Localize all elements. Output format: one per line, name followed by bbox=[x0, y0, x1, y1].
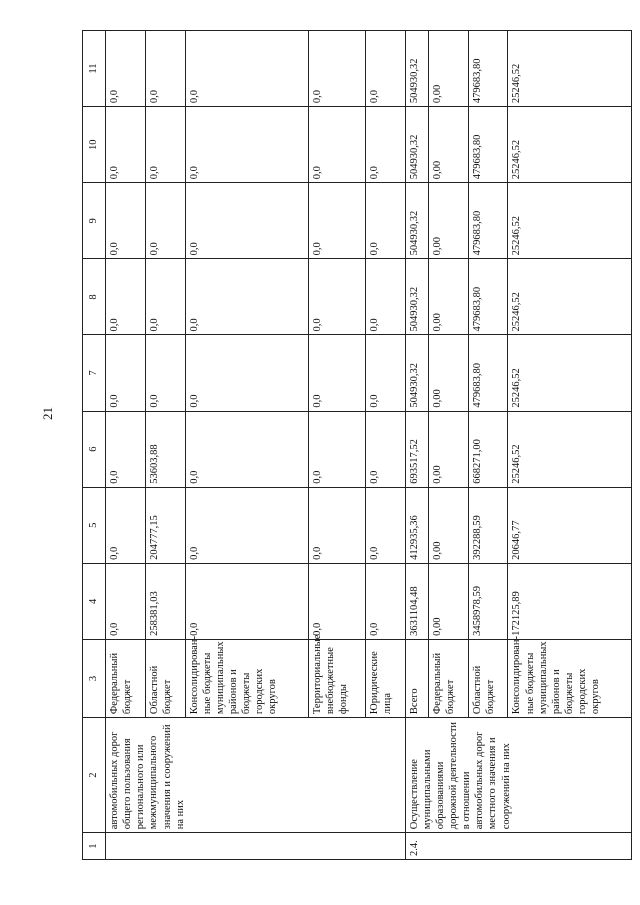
header-cell: 4 bbox=[83, 563, 106, 639]
value-cell: 504930,32 bbox=[405, 31, 428, 107]
value-cell: 0,00 bbox=[428, 411, 468, 487]
value-cell: 0,0 bbox=[185, 411, 309, 487]
value-cell: 25246,52 bbox=[508, 183, 632, 259]
page-number: 21 bbox=[40, 407, 55, 420]
value-cell: 479683,80 bbox=[468, 335, 508, 411]
value-cell: 3458978,59 bbox=[468, 563, 508, 639]
funding-source: Территориальные внебюджетные фонды bbox=[309, 639, 366, 717]
value-cell: 0,00 bbox=[428, 259, 468, 335]
budget-table bbox=[82, 30, 632, 860]
item-description: Осуществление муниципальными образованиями дорожной деятельности в отношении автомобильных дорог местного значения и сооружений на них bbox=[405, 718, 631, 833]
value-cell: 0,0 bbox=[365, 563, 405, 639]
value-cell: 25246,52 bbox=[508, 107, 632, 183]
value-cell: 0,0 bbox=[106, 335, 146, 411]
value-cell: 0,0 bbox=[365, 31, 405, 107]
value-cell: 0,0 bbox=[106, 563, 146, 639]
value-cell: 0,0 bbox=[365, 487, 405, 563]
value-cell: 0,0 bbox=[309, 563, 366, 639]
value-cell: 0,0 bbox=[309, 335, 366, 411]
value-cell: 0,0 bbox=[365, 411, 405, 487]
value-cell: 479683,80 bbox=[468, 259, 508, 335]
value-cell: 479683,80 bbox=[468, 107, 508, 183]
value-cell: 392288,59 bbox=[468, 487, 508, 563]
value-cell: 0,0 bbox=[309, 259, 366, 335]
header-cell: 10 bbox=[83, 107, 106, 183]
header-cell: 2 bbox=[83, 718, 106, 833]
header-cell: 9 bbox=[83, 183, 106, 259]
funding-source: Федеральный бюджет bbox=[106, 639, 146, 717]
value-cell: 0,0 bbox=[145, 31, 185, 107]
value-cell: 0,0 bbox=[309, 183, 366, 259]
value-cell: 0,00 bbox=[428, 487, 468, 563]
value-cell: 0,0 bbox=[185, 259, 309, 335]
value-cell: 0,0 bbox=[185, 563, 309, 639]
value-cell: 0,0 bbox=[365, 107, 405, 183]
value-cell: 0,0 bbox=[185, 183, 309, 259]
value-cell: 0,0 bbox=[309, 31, 366, 107]
header-cell: 6 bbox=[83, 411, 106, 487]
item-number: 2.4. bbox=[405, 833, 631, 860]
value-cell: 0,0 bbox=[185, 107, 309, 183]
value-cell: 504930,32 bbox=[405, 107, 428, 183]
funding-source: Областной бюджет bbox=[145, 639, 185, 717]
table-row bbox=[106, 31, 146, 860]
value-cell: 258381,03 bbox=[145, 563, 185, 639]
value-cell: 668271,00 bbox=[468, 411, 508, 487]
value-cell: 204777,15 bbox=[145, 487, 185, 563]
value-cell: 172125,89 bbox=[508, 563, 632, 639]
value-cell: 0,0 bbox=[185, 335, 309, 411]
value-cell: 0,0 bbox=[185, 31, 309, 107]
value-cell: 0,00 bbox=[428, 107, 468, 183]
header-row bbox=[83, 31, 106, 860]
table-row bbox=[405, 31, 428, 860]
funding-source: Областной бюджет bbox=[468, 639, 508, 717]
value-cell: 504930,32 bbox=[405, 259, 428, 335]
header-cell: 3 bbox=[83, 639, 106, 717]
value-cell: 0,0 bbox=[106, 487, 146, 563]
value-cell: 25246,52 bbox=[508, 335, 632, 411]
value-cell: 504930,32 bbox=[405, 183, 428, 259]
value-cell: 0,0 bbox=[106, 183, 146, 259]
value-cell: 3631104,48 bbox=[405, 563, 428, 639]
value-cell: 479683,80 bbox=[468, 31, 508, 107]
value-cell: 412935,36 bbox=[405, 487, 428, 563]
value-cell: 0,0 bbox=[106, 259, 146, 335]
value-cell: 693517,52 bbox=[405, 411, 428, 487]
funding-source: Консолидирован-ные бюджеты муниципальных районов и бюджеты городских округов bbox=[185, 639, 309, 717]
value-cell: 504930,32 bbox=[405, 335, 428, 411]
value-cell: 0,0 bbox=[145, 335, 185, 411]
item-number bbox=[106, 833, 406, 860]
value-cell: 0,0 bbox=[106, 411, 146, 487]
value-cell: 0,0 bbox=[185, 487, 309, 563]
rotated-table-wrapper bbox=[82, 30, 632, 860]
header-cell: 11 bbox=[83, 31, 106, 107]
header-cell: 7 bbox=[83, 335, 106, 411]
value-cell: 0,0 bbox=[106, 31, 146, 107]
funding-source: Всего bbox=[405, 639, 428, 717]
value-cell: 0,0 bbox=[365, 335, 405, 411]
value-cell: 20646,77 bbox=[508, 487, 632, 563]
value-cell: 0,0 bbox=[106, 107, 146, 183]
value-cell: 0,00 bbox=[428, 31, 468, 107]
value-cell: 0,0 bbox=[145, 107, 185, 183]
value-cell: 25246,52 bbox=[508, 259, 632, 335]
header-cell: 1 bbox=[83, 833, 106, 860]
value-cell: 479683,80 bbox=[468, 183, 508, 259]
value-cell: 25246,52 bbox=[508, 31, 632, 107]
value-cell: 0,00 bbox=[428, 183, 468, 259]
value-cell: 0,0 bbox=[365, 259, 405, 335]
funding-source: Федеральный бюджет bbox=[428, 639, 468, 717]
item-description: автомобильных дорог общего пользования регионального или межмуниципального значения и сооружений на них bbox=[106, 718, 406, 833]
funding-source: Юридические лица bbox=[365, 639, 405, 717]
header-cell: 5 bbox=[83, 487, 106, 563]
value-cell: 0,00 bbox=[428, 335, 468, 411]
value-cell: 0,0 bbox=[309, 487, 366, 563]
value-cell: 0,00 bbox=[428, 563, 468, 639]
value-cell: 0,0 bbox=[145, 183, 185, 259]
value-cell: 25246,52 bbox=[508, 411, 632, 487]
funding-source: Консолидирован-ные бюджеты муниципальных районов и бюджеты городских округов bbox=[508, 639, 632, 717]
value-cell: 0,0 bbox=[309, 107, 366, 183]
value-cell: 53603,88 bbox=[145, 411, 185, 487]
value-cell: 0,0 bbox=[145, 259, 185, 335]
value-cell: 0,0 bbox=[365, 183, 405, 259]
value-cell: 0,0 bbox=[309, 411, 366, 487]
header-cell: 8 bbox=[83, 259, 106, 335]
